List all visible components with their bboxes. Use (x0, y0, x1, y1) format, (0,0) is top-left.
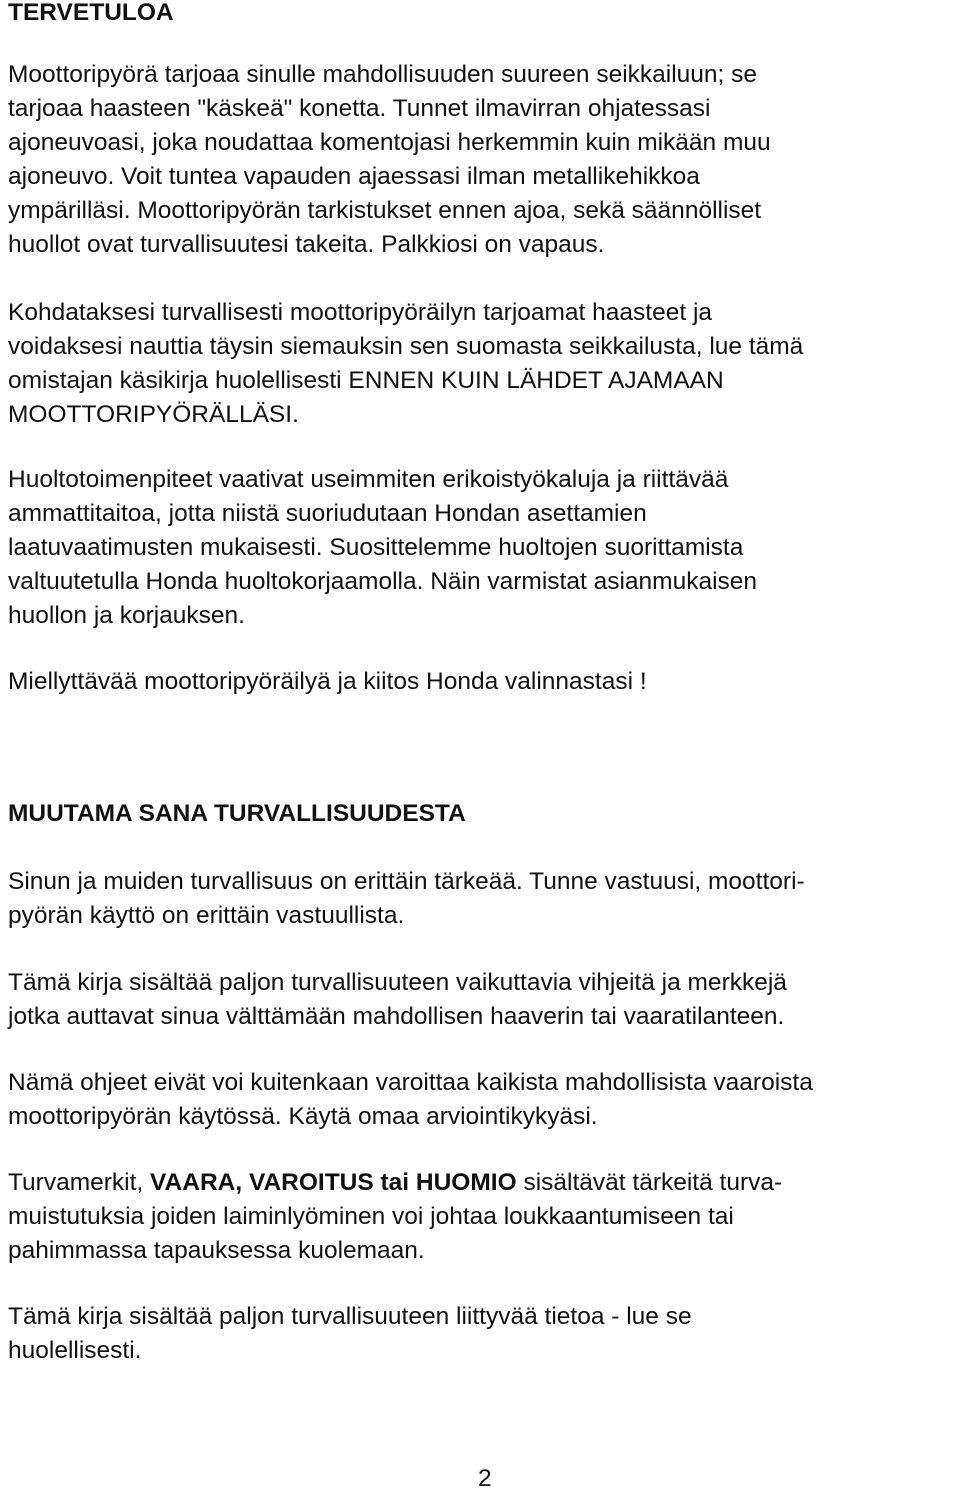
text-line: Kohdataksesi turvallisesti moottoripyöräilyn tarjoamat haasteet ja (8, 299, 713, 326)
text-line: ammattitaitoa, jotta niistä suoriudutaan Hondan asettamien (8, 500, 647, 527)
welcome-heading: TERVETULOA (8, 0, 174, 26)
text-line: Tämä kirja sisältää paljon turvallisuuteen liittyvää tietoa - lue se (8, 1303, 692, 1330)
safety-paragraph-read-carefully (8, 1300, 692, 1368)
safety-paragraph-tips (8, 966, 787, 1034)
text-line: omistajan käsikirja huolellisesti ENNEN KUIN LÄHDET AJAMAAN (8, 367, 724, 394)
text-line: jotka auttavat sinua välttämään mahdollisen haaverin tai vaaratilanteen. (8, 1003, 785, 1030)
text-line: muistutuksia joiden laiminlyöminen voi johtaa loukkaantumiseen tai (8, 1203, 734, 1230)
text-line: huolellisesti. (8, 1337, 142, 1364)
text-line (8, 1166, 782, 1200)
safety-heading: MUUTAMA SANA TURVALLISUUDESTA (8, 800, 466, 827)
safety-paragraph-signal-words (8, 1166, 782, 1268)
text-line: Huoltotoimenpiteet vaativat useimmiten erikoistyökaluja ja riittävää (8, 466, 729, 493)
welcome-paragraph-manual (8, 296, 803, 432)
welcome-paragraph-intro (8, 58, 771, 262)
text-line: tarjoaa haasteen "käskeä" konetta. Tunnet ilmavirran ohjatessasi (8, 95, 711, 122)
text-line: Moottoripyörä tarjoaa sinulle mahdollisuuden suureen seikkailuun; se (8, 61, 758, 88)
text-line: ympärilläsi. Moottoripyörän tarkistukset ennen ajoa, sekä säännölliset (8, 197, 762, 224)
welcome-paragraph-service (8, 463, 757, 633)
safety-paragraph-judgement (8, 1066, 813, 1134)
text-line: pyörän käyttö on erittäin vastuullista. (8, 902, 405, 929)
text-line: ajoneuvo. Voit tuntea vapauden ajaessasi ilman metallikehikkoa (8, 163, 700, 190)
safety-paragraph-responsibility (8, 865, 805, 933)
text-line: MOOTTORIPYÖRÄLLÄSI. (8, 401, 299, 428)
welcome-paragraph-thanks (8, 665, 647, 699)
page-number: 2 (478, 1465, 492, 1492)
signal-words: VAARA, VAROITUS tai HUOMIO (150, 1169, 517, 1196)
text-fragment: sisältävät tärkeitä turva- (516, 1169, 783, 1196)
text-line: pahimmassa tapauksessa kuolemaan. (8, 1237, 425, 1264)
text-line: ajoneuvoasi, joka noudattaa komentojasi herkemmin kuin mikään muu (8, 129, 771, 156)
text-line: valtuutetulla Honda huoltokorjaamolla. Näin varmistat asianmukaisen (8, 568, 758, 595)
text-line: Tämä kirja sisältää paljon turvallisuuteen vaikuttavia vihjeitä ja merkkejä (8, 969, 787, 996)
text-line: huollon ja korjauksen. (8, 602, 245, 629)
text-line: laatuvaatimusten mukaisesti. Suosittelemme huoltojen suorittamista (8, 534, 744, 561)
text-line: Nämä ohjeet eivät voi kuitenkaan varoittaa kaikista mahdollisista vaaroista (8, 1069, 813, 1096)
text-line: voidaksesi nauttia täysin siemauksin sen suomasta seikkailusta, lue tämä (8, 333, 804, 360)
text-line: moottoripyörän käytössä. Käytä omaa arviointikykyäsi. (8, 1103, 598, 1130)
text-line: huollot ovat turvallisuutesi takeita. Palkkiosi on vapaus. (8, 231, 605, 258)
text-line: Miellyttävää moottoripyöräilyä ja kiitos Honda valinnastasi ! (8, 668, 647, 695)
text-fragment: Turvamerkit, (8, 1169, 151, 1196)
text-line: Sinun ja muiden turvallisuus on erittäin tärkeää. Tunne vastuusi, moottori- (8, 868, 805, 895)
